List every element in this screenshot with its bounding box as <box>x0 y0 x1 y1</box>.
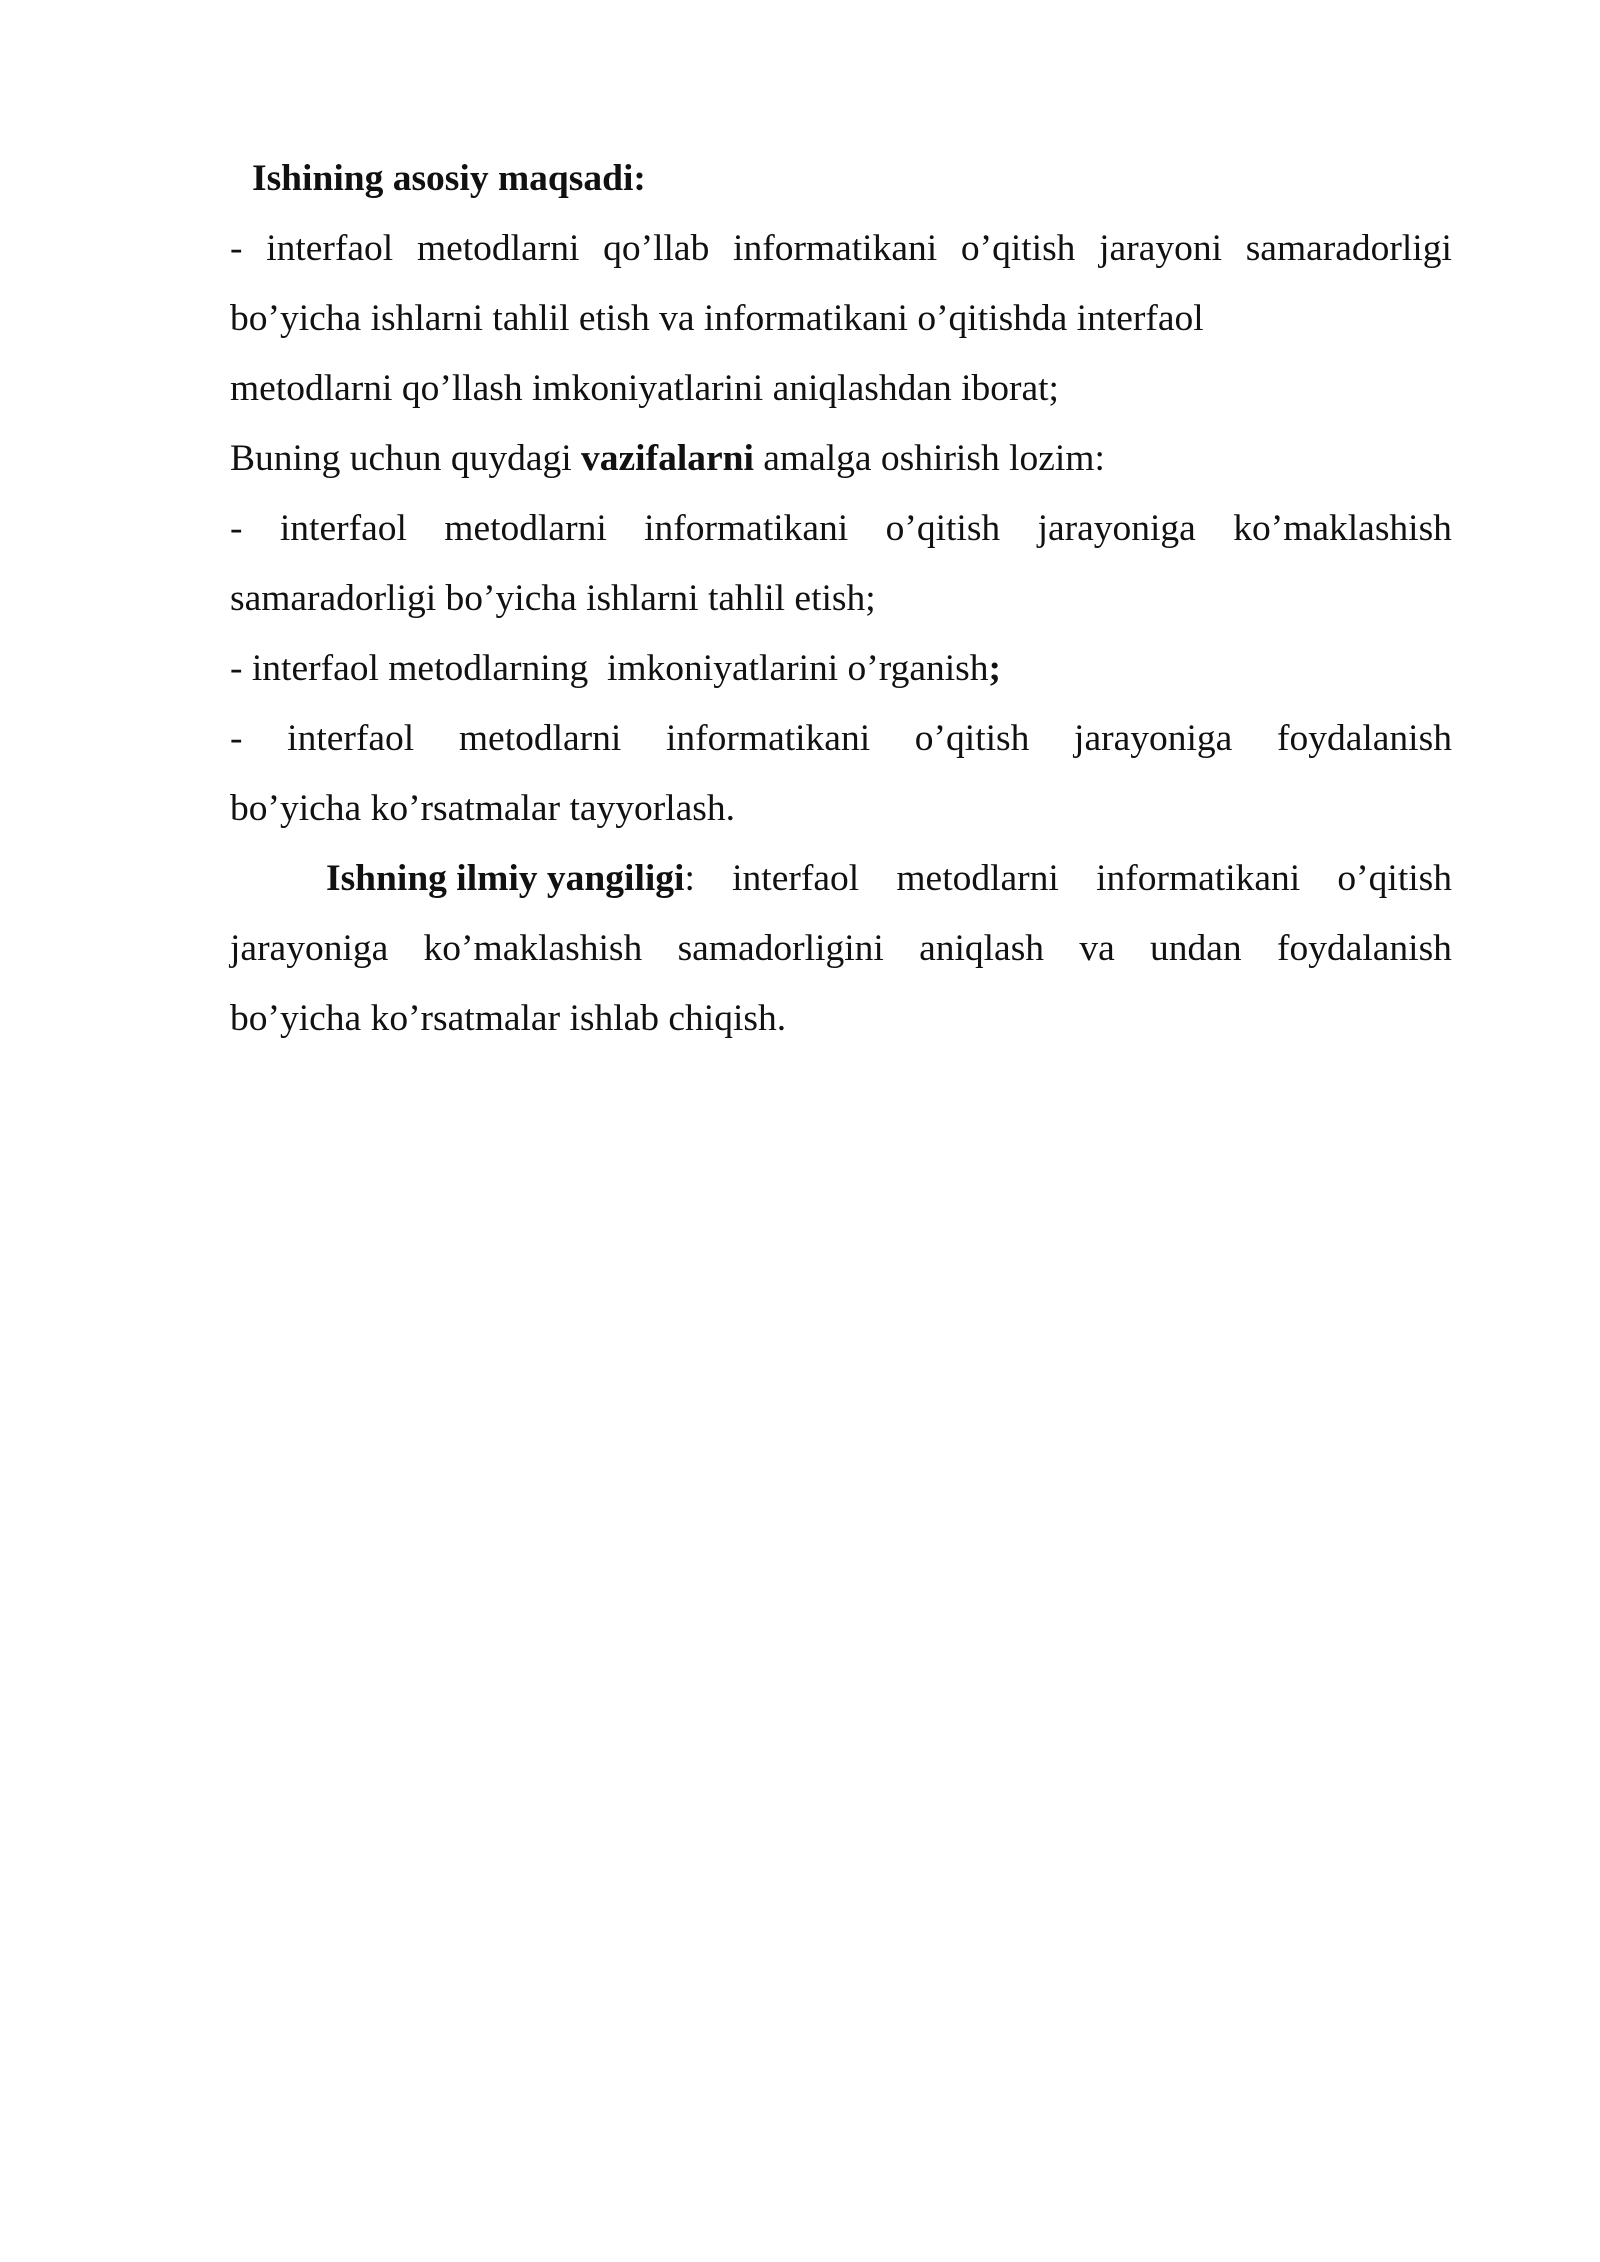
task-2-end: ; <box>988 648 1001 689</box>
tasks-intro <box>230 424 1452 494</box>
word: o’qitish <box>1337 858 1452 899</box>
task-1-line-2: samaradorligi bo’yicha ishlarni tahlil etish; <box>230 578 876 619</box>
goal-line-2: bo’yicha ishlarni tahlil etish va informatikani o’qitishda interfaol <box>230 298 1204 339</box>
task-3-line-2: bo’yicha ko’rsatmalar tayyorlash. <box>230 788 736 829</box>
tasks-intro-before: Buning uchun quydagi <box>230 438 582 479</box>
word: informatikani <box>644 508 849 549</box>
word: o’qitish <box>960 228 1076 269</box>
word: informatikani <box>666 718 871 759</box>
goal-line-1 <box>230 214 1452 284</box>
word: foydalanish <box>1276 718 1452 759</box>
word: aniqlash <box>919 928 1045 969</box>
word: qo’llab <box>603 228 710 269</box>
task-3-line-1 <box>230 704 1452 774</box>
word: metodlarni <box>444 508 607 549</box>
word: jarayoniga <box>1037 508 1196 549</box>
novelty-line-1 <box>230 844 1452 914</box>
word: - <box>230 508 243 549</box>
document-body <box>230 144 1452 1054</box>
word: ko’maklashish <box>1233 508 1452 549</box>
word: samaradorligi <box>1245 228 1452 269</box>
word: metodlarni <box>458 718 622 759</box>
word: - <box>230 718 243 759</box>
task-2 <box>230 634 1452 704</box>
word: informatikani <box>1096 858 1301 899</box>
tasks-keyword: vazifalarni <box>581 438 754 479</box>
word: ko’maklashish <box>423 928 643 969</box>
novelty-line-3: bo’yicha ko’rsatmalar ishlab chiqish. <box>230 998 787 1039</box>
word: jarayoniga <box>230 928 389 969</box>
word: o’qitish <box>885 508 1001 549</box>
word: samadorligini <box>677 928 884 969</box>
section-heading: Ishining asosiy maqsadi: <box>252 158 646 199</box>
word: - <box>230 228 243 269</box>
word: interfaol <box>279 508 407 549</box>
word: metodlarni <box>896 858 1059 899</box>
goal-line-3: metodlarni qo’llash imkoniyatlarini aniqlashdan iborat; <box>230 368 1059 409</box>
novelty-line-2 <box>230 914 1452 984</box>
word: metodlarni <box>416 228 580 269</box>
novelty-label: Ishning ilmiy yangiligi <box>326 858 685 899</box>
task-2-text: - interfaol metodlarning imkoniyatlarini o’rganish <box>230 648 989 689</box>
novelty-label-group <box>326 844 695 914</box>
word: undan <box>1150 928 1242 969</box>
word: : <box>684 858 695 899</box>
word: informatikani <box>733 228 938 269</box>
tasks-intro-after: amalga oshirish lozim: <box>753 438 1105 479</box>
word: jarayoniga <box>1074 718 1233 759</box>
word: foydalanish <box>1276 928 1452 969</box>
word: va <box>1079 928 1115 969</box>
word: interfaol <box>266 228 394 269</box>
word: o’qitish <box>914 718 1030 759</box>
word: jarayoni <box>1099 228 1223 269</box>
word: interfaol <box>732 858 860 899</box>
word: interfaol <box>287 718 415 759</box>
task-1-line-1 <box>230 494 1452 564</box>
